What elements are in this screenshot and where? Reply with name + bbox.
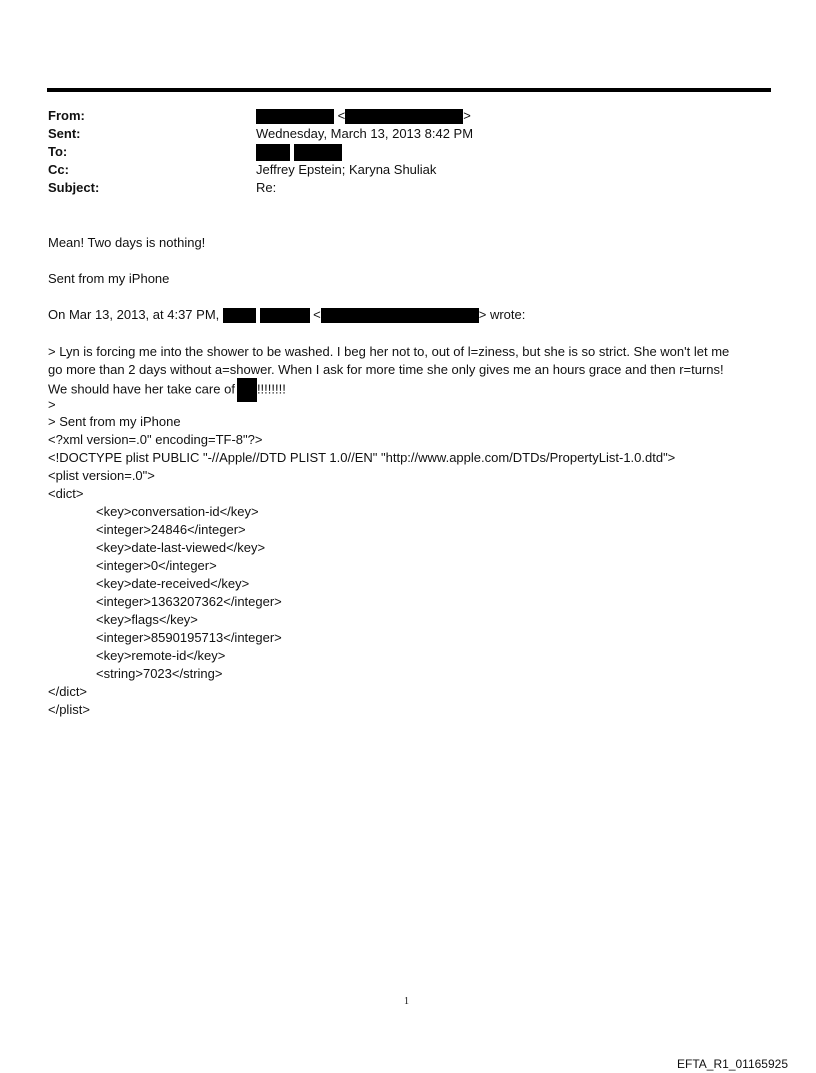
- redaction-block: [237, 378, 257, 402]
- redaction-block: [256, 109, 334, 124]
- quote-intro-start: On Mar 13, 2013, at 4:37 PM,: [48, 307, 220, 322]
- from-value: [256, 108, 471, 124]
- page-number: 1: [404, 996, 409, 1007]
- to-label: To:: [48, 144, 68, 159]
- from-gt: >: [463, 108, 471, 123]
- quote-intro: [48, 306, 525, 324]
- quoted-line: >: [48, 397, 56, 412]
- dict-line: <integer>1363207362</integer>: [96, 594, 282, 609]
- plist-open: <plist version=.0">: [48, 468, 155, 483]
- reply-text: Mean! Two days is nothing!: [48, 235, 206, 250]
- redaction-block: [260, 308, 310, 323]
- plist-close: </plist>: [48, 702, 90, 717]
- cc-label: Cc:: [48, 162, 69, 177]
- cc-value: Jeffrey Epstein; Karyna Shuliak: [256, 162, 437, 177]
- doctype-line: <!DOCTYPE plist PUBLIC "-//Apple//DTD PLIST 1.0//EN" "http://www.apple.com/DTDs/PropertyList-1.0.dtd">: [48, 450, 676, 465]
- header-rule: [47, 88, 771, 92]
- dict-open: <dict>: [48, 486, 84, 501]
- quoted-line: > Sent from my iPhone: [48, 414, 181, 429]
- dict-line: <integer>24846</integer>: [96, 522, 246, 537]
- dict-line: <key>conversation-id</key>: [96, 504, 259, 519]
- to-value: [256, 144, 342, 161]
- redaction-block: [223, 308, 256, 323]
- dict-line: <key>date-received</key>: [96, 576, 250, 591]
- subject-value: Re:: [256, 180, 277, 195]
- quoted-line: > Lyn is forcing me into the shower to be washed. I beg her not to, out of l=ziness, but she is so strict. She won't let me: [48, 344, 730, 359]
- from-lt: <: [337, 108, 346, 123]
- redaction-block: [321, 308, 479, 323]
- document-id: EFTA_R1_01165925: [677, 1057, 788, 1071]
- redaction-block: [256, 144, 290, 161]
- quoted-line-start: We should have her take care of: [48, 381, 235, 397]
- quote-intro-lt: <: [313, 307, 321, 322]
- quote-intro-end: > wrote:: [478, 307, 526, 322]
- subject-label: Subject:: [48, 180, 100, 195]
- dict-close: </dict>: [48, 684, 88, 699]
- dict-line: <integer>0</integer>: [96, 558, 217, 573]
- dict-line: <string>7023</string>: [96, 666, 223, 681]
- dict-line: <integer>8590195713</integer>: [96, 630, 282, 645]
- dict-line: <key>flags</key>: [96, 612, 198, 627]
- xml-declaration: <?xml version=.0" encoding=TF-8"?>: [48, 432, 263, 447]
- from-label: From:: [48, 108, 85, 123]
- quoted-line-end: !!!!!!!!: [256, 381, 286, 397]
- quoted-line: [48, 378, 286, 402]
- dict-line: <key>remote-id</key>: [96, 648, 226, 663]
- quoted-line: go more than 2 days without a=shower. When I ask for more time she only gives me an hours grace and then r=turns!: [48, 362, 724, 377]
- dict-line: <key>date-last-viewed</key>: [96, 540, 266, 555]
- redaction-block: [294, 144, 342, 161]
- sent-label: Sent:: [48, 126, 81, 141]
- sent-value: Wednesday, March 13, 2013 8:42 PM: [256, 126, 474, 141]
- redaction-block: [345, 109, 463, 124]
- signature: Sent from my iPhone: [48, 271, 170, 286]
